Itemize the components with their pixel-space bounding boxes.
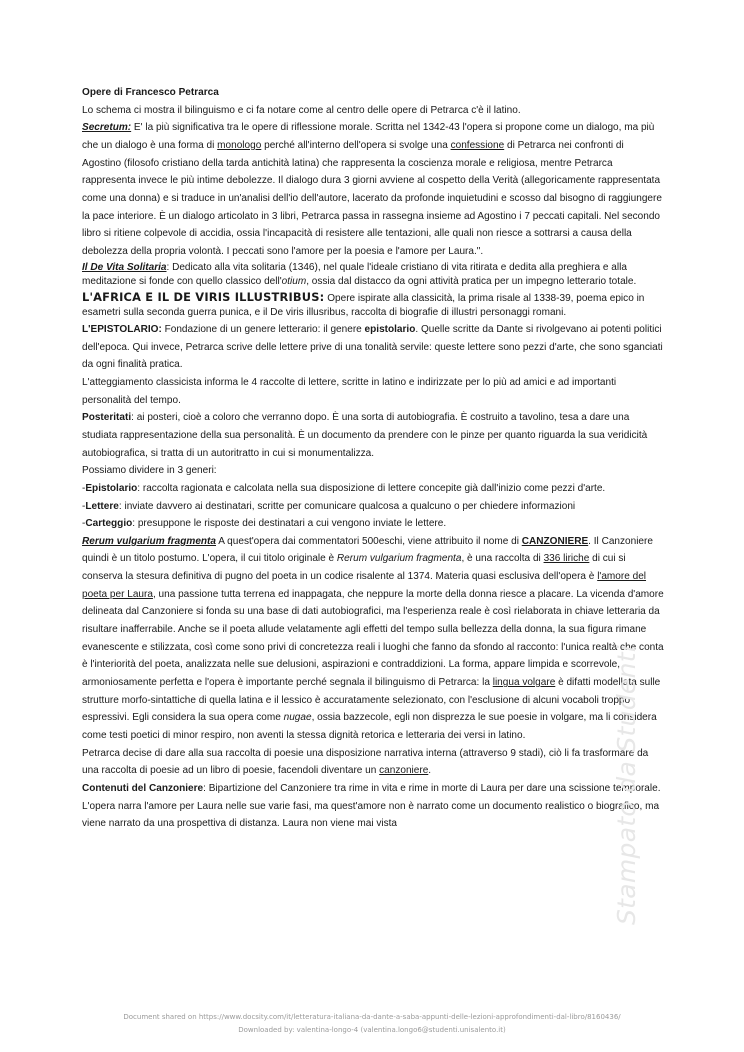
list-dash: - (82, 500, 86, 512)
vita-solitaria-text-2: , ossia dal distacco da ogni attività pratica per un impegno letterario totale. (306, 276, 637, 288)
classicismo-paragraph: L'atteggiamento classicista informa le 4 raccolte di lettere, scritte in latino e indirizzate per lo più ad amici e ad importanti personalità del tempo. (82, 376, 617, 406)
posteritati-paragraph (82, 409, 664, 462)
generi-intro: Possiamo dividere in 3 generi: (82, 465, 217, 477)
canzoniere-term: CANZONIERE (521, 535, 589, 547)
list-item-label: Carteggio (85, 518, 133, 530)
epistolario-text-2: . Quelle scritte da Dante si rivolgevano ai potenti politici dell'epoca. Qui invece, Petrarca scrive delle lettere prive di una tonalità servile: queste lettere sono pezzi d'arte, che sono sganciati da ogni finalità pratica. (82, 323, 663, 371)
africa-paragraph (82, 290, 664, 321)
amore-term: l'amore del poeta per Laura (82, 571, 647, 600)
contenuti-paragraph (82, 780, 664, 833)
epistolario-label: L'EPISTOLARIO: (82, 323, 162, 335)
list-item-text: : raccolta ragionata e calcolata nella sua disposizione di lettere concepite già dall'inizio come pezzi d'arte. (137, 482, 606, 494)
posteritati-text: : ai posteri, cioè a coloro che verranno dopo. È una sorta di autobiografia. È costruito a tavolino, tesa a dare una studiata rappresentazione della sua personalità. È un documento da prendere con le pinze per quanto riguarda la sua veridicità autobiografica, si tratta di un autoritratto in cui si monumentalizza. (82, 412, 648, 459)
list-item (82, 515, 664, 533)
epistolario-term: epistolario (364, 323, 416, 335)
watermark: Stampato da Studenti (612, 644, 641, 925)
lingua-volgare-term: lingua volgare (492, 677, 556, 689)
rvf-paragraph (82, 533, 664, 745)
rvf-text-6: è difatti modellata sulle strutture morfo-sintattiche di quella latina e il lessico è accuratamente selezionato, con l'esclusione di alcuni vocaboli troppo espressivi. Egli considera la sua opera come (82, 677, 661, 724)
epistolario-text-1: Fondazione di un genere letterario: il genere (161, 323, 365, 335)
disposizione-text: Petrarca decise di dare alla sua raccolta di poesie una disposizione narrativa interna (attraverso 9 stadi), ciò li fa trasformare da una raccolta di poesie ad un libro di poesie, facendoli diventare un (82, 747, 649, 777)
secretum-text-2: perché all'interno dell'opera si svolge una (261, 139, 451, 151)
otium-term: otium (281, 276, 307, 288)
rvf-text-3: , è una raccolta di (461, 553, 544, 565)
list-item-text: : presuppone le risposte dei destinatari a cui vengono inviate le lettere. (132, 518, 447, 530)
posteritati-label: Posteritati (82, 412, 132, 424)
vita-solitaria-label: Il De Vita Solitaria (82, 261, 167, 273)
rvf-text-4: di cui si conserva la stesura definitiva di pugno del poeta in un codice risalente al 1374. Materia quasi esclusiva dell'opera è (82, 553, 626, 583)
contenuti-text: : Bipartizione del Canzoniere tra rime in vita e rime in morte di Laura per dare una scissione temporale. L'opera narra l'amore per Laura nelle sue varie fasi, ma quest'amore non è narrato come un documento realistico o biografico, ma viene narrato da una prospettiva di distanza. Laura non viene mai vista (82, 783, 661, 830)
list-dash: - (82, 518, 86, 530)
disposizione-paragraph (82, 745, 664, 780)
rvf-title-italic: Rerum vulgarium fragmenta (336, 553, 462, 565)
confessione-term: confessione (450, 139, 505, 151)
intro-paragraph: Lo schema ci mostra il bilinguismo e ci fa notare come al centro delle opere di Petrarca c'è il latino. (82, 104, 521, 116)
epistolario-paragraph (82, 321, 664, 374)
list-item-text: : inviate davvero ai destinatari, scritte per comunicare qualcosa a qualcuno o per chiedere informazioni (118, 500, 576, 512)
list-dash: - (82, 482, 86, 494)
contenuti-label: Contenuti del Canzoniere (82, 783, 204, 794)
secretum-text-3: di Petrarca nei confronti di Agostino (filosofo cristiano della tarda antichità latina) che rappresenta la coscienza morale e religiosa, mentre Petrarca rappresenta invece le più intime debolezze. Il dialogo dura 3 giorni avviene al cospetto della Verità (allegoricamente rappresentata come una donna) e si traduce in un'analisi dell'io dell'autore, lacerato da profonde inquietudini e scosso dal bisogno di raggiungere la pace interiore. È un dialogo articolato in 3 libri, Petrarca passa in rassegna insieme ad Agostino i 7 peccati capitali. Nel secondo libro si ritiene colpevole di accidia, ossia l'incapacità di resistere alle tentazioni, alle quali non riesce a sottrarsi a causa della debolezza della propria volontà. I peccati sono l'amore per la poesia e l'amore per Laura.". (82, 139, 662, 257)
rvf-text-5: , una passione tutta terrena ed inappagata, che neppure la morte della donna riesce a placare. La vicenda d'amore delineata dal Canzoniere si fonda su una base di dati autobiografici, ma l'esperienza reale è così rielaborata in chiave letteraria da risultare inafferrabile. Anche se il poeta allude velatamente agli effetti del tempo sulla bellezza della donna, la sua figura rimane evanescente e stilizzata, così come sono privi di concretezza reali i luoghi che fanno da sfondo al racconto: l'unica realtà che conta è l'interiorità del poeta, analizzata nelle sue delusioni, aspirazioni e contraddizioni. La forma, appare limpida e scorrevole, armoniosamente perfetta e l'opera è importante perché segnala il bilinguismo di Petrarca: la (82, 588, 664, 689)
rvf-text-7: , ossia bazzecole, egli non disprezza le sue poesie in volgare, ma li considera come testi poetici di minor respiro, non aventi la stessa dignità retorica e letteraria dei versi in latino. (82, 712, 657, 742)
vita-solitaria-text-1: : Dedicato alla vita solitaria (1346), nel quale l'ideale cristiano di vita ritirata e dedita alla preghiera e alla meditazione si fonde con quello classico dell' (82, 261, 627, 288)
rvf-label: Rerum vulgarium fragmenta (82, 535, 216, 547)
document-title: Opere di Francesco Petrarca (82, 87, 219, 98)
rvf-text-1: A quest'opera dai commentatori 500eschi, viene attribuito il nome di (216, 535, 522, 547)
disposizione-end: . (428, 765, 432, 777)
secretum-label: Secretum: (82, 122, 132, 134)
secretum-text-1: E' la più significativa tra le opere di riflessione morale. Scritta nel 1342-43 l'opera si propone come un dialogo, ma più che un dialogo è una forma di (82, 122, 655, 151)
africa-text: Opere ispirate alla classicità, la prima risale al 1338-39, poema epico in esametri sulla seconda guerra punica, e il De viris illusribus, raccolta di biografie di illustri personaggi romani. (82, 292, 645, 319)
rvf-text-2: . Il Canzoniere quindi è un titolo postumo. L'opera, il cui titolo originale è (82, 535, 653, 565)
monologo-term: monologo (217, 139, 262, 151)
list-item-label: Lettere (85, 500, 119, 512)
footer-source-link[interactable]: Document shared on https://www.docsity.com/it/letteratura-italiana-da-dante-a-saba-appunti-delle-lezioni-approfondimenti-dal-libro/8160436/ (123, 1013, 621, 1021)
nugae-term: nugae (283, 712, 312, 724)
list-item (82, 498, 664, 516)
list-item-label: Epistolario (85, 482, 138, 494)
vita-solitaria-paragraph (82, 261, 664, 290)
document-body (82, 84, 664, 833)
secretum-paragraph (82, 119, 664, 260)
footer-download-info: Downloaded by: valentina-longo-4 (valentina.longo6@studenti.unisalento.it) (238, 1026, 506, 1034)
canzoniere-lower-term: canzoniere (379, 765, 429, 777)
africa-label: L'AFRICA E IL DE VIRIS ILLUSTRIBUS: (82, 289, 325, 304)
liriche-term: 336 liriche (543, 553, 590, 565)
list-item (82, 480, 664, 498)
